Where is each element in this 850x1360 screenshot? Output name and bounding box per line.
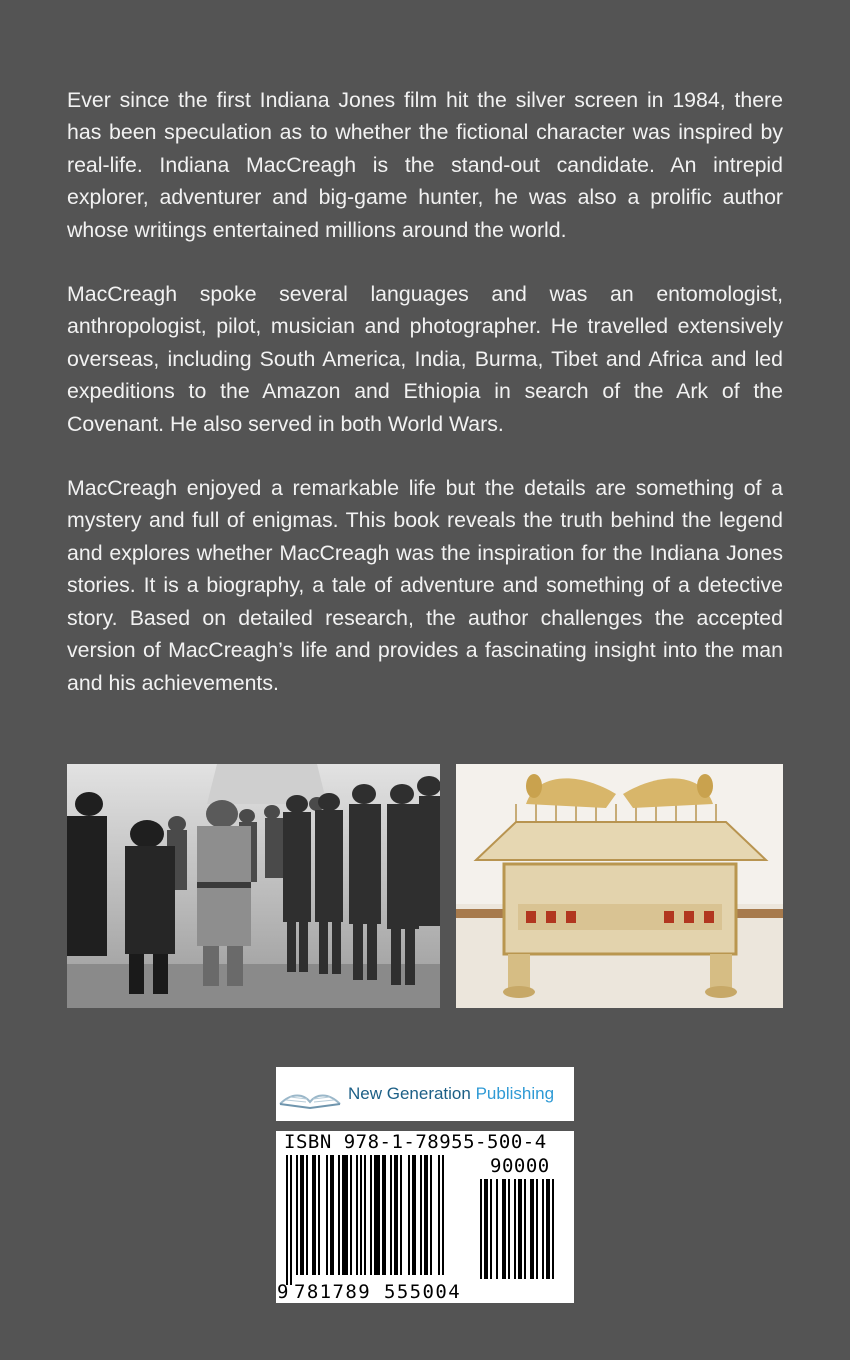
barcode-bar: [412, 1155, 416, 1275]
barcode-bar: [350, 1155, 352, 1275]
barcode-bar: [356, 1155, 358, 1275]
blurb-paragraph-1: Ever since the first Indiana Jones film hit the silver screen in 1984, there has been speculation as to whether the fictional character was inspired by real-life. Indiana MacCreagh is the stand-out candidate. An intrepid explorer, adventurer and big-game hunter, he was also a prolific author whose writings entertained millions around the world.: [67, 88, 783, 242]
barcode-bar: [290, 1155, 292, 1285]
main-barcode-bars: [286, 1155, 476, 1301]
barcode-bar: [338, 1155, 340, 1275]
barcode-bar: [318, 1155, 320, 1275]
barcode-first-digit: 9: [277, 1281, 289, 1303]
isbn-barcode: [276, 1131, 574, 1303]
barcode-bar: [312, 1155, 316, 1275]
barcode-bar: [502, 1179, 506, 1279]
barcode-bar: [508, 1179, 510, 1279]
barcode-bar: [484, 1179, 488, 1279]
back-cover-blurb: [67, 84, 783, 731]
barcode-left-digits: 781789: [294, 1281, 372, 1303]
barcode-bar: [542, 1179, 544, 1279]
blurb-paragraph-2: MacCreagh spoke several languages and was an entomologist, anthropologist, pilot, musician and photographer. He travelled extensively overseas, including South America, India, Burma, Tibet and Africa and led expeditions to the Amazon and Ethiopia in search of the Ark of the Covenant. He also served in both World Wars.: [67, 282, 783, 436]
barcode-bar: [342, 1155, 348, 1275]
barcode-bar: [374, 1155, 380, 1275]
barcode-bar: [400, 1155, 402, 1275]
barcode-right-digits: 555004: [384, 1281, 462, 1303]
barcode-bar: [514, 1179, 516, 1279]
barcode-bar: [394, 1155, 398, 1275]
barcode-bar: [496, 1179, 498, 1279]
barcode-bar: [524, 1179, 526, 1279]
barcode-bar: [536, 1179, 538, 1279]
barcode-bar: [530, 1179, 534, 1279]
barcode-bar: [408, 1155, 410, 1275]
barcode-bar: [296, 1155, 298, 1275]
price-addon-number: 90000: [490, 1155, 550, 1177]
barcode-bar: [306, 1155, 308, 1275]
barcode-bar: [382, 1155, 386, 1275]
barcode-bar: [430, 1155, 432, 1275]
barcode-bar: [490, 1179, 492, 1279]
historical-photo: [67, 764, 440, 1008]
barcode-bar: [300, 1155, 304, 1275]
blurb-paragraph-3: MacCreagh enjoyed a remarkable life but the details are something of a mystery and full of enigmas. This book reveals the truth behind the legend and explores whether MacCreagh was the inspiration for the Indiana Jones stories. It is a biography, a tale of adventure and something of a detective story. Based on detailed research, the author challenges the accepted version of MacCreagh’s life and provides a fascinating insight into the man and his achievements.: [67, 476, 783, 695]
barcode-bar: [438, 1155, 440, 1275]
publisher-name-part2: Publishing: [475, 1084, 555, 1103]
barcode-bar: [364, 1155, 366, 1275]
barcode-bar: [552, 1179, 554, 1279]
ark-of-covenant-photo: [456, 764, 783, 1008]
barcode-bar: [518, 1179, 522, 1279]
barcode-bar: [424, 1155, 428, 1275]
barcode-bar: [286, 1155, 288, 1285]
publisher-name-part1: New Generation: [348, 1084, 471, 1103]
barcode-bar: [326, 1155, 328, 1275]
barcode-bar: [480, 1179, 482, 1279]
barcode-bar: [390, 1155, 392, 1275]
addon-barcode-bars: [480, 1179, 568, 1279]
barcode-bar: [360, 1155, 362, 1275]
barcode-bar: [370, 1155, 372, 1275]
open-book-icon: [276, 1074, 344, 1114]
isbn-label: ISBN 978-1-78955-500-4: [284, 1131, 547, 1153]
publisher-logo: [276, 1067, 574, 1121]
barcode-bar: [420, 1155, 422, 1275]
barcode-bar: [442, 1155, 444, 1275]
barcode-bar: [330, 1155, 334, 1275]
barcode-bar: [546, 1179, 550, 1279]
